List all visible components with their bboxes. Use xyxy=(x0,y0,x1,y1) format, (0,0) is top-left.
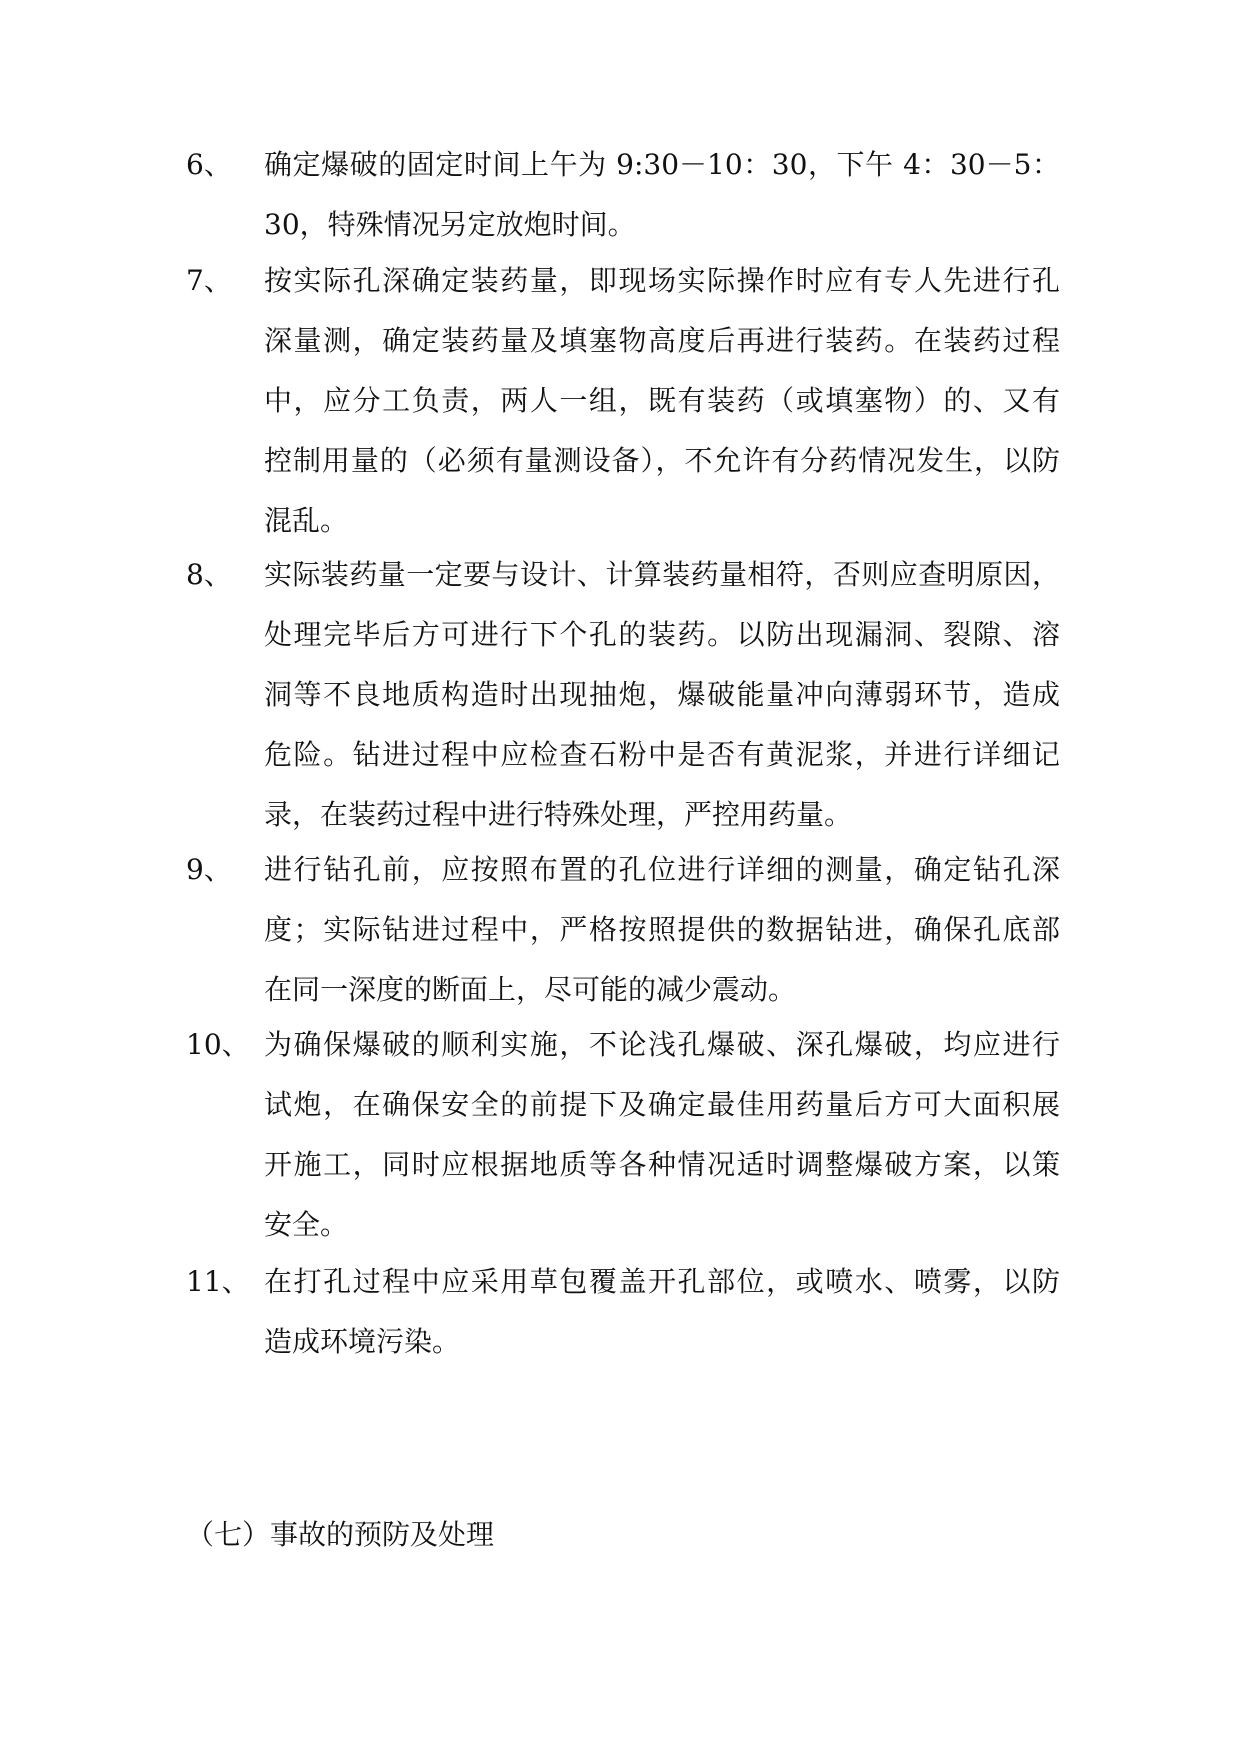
text-line: 在打孔过程中应采用草包覆盖开孔部位，或喷水、喷雾，以防 xyxy=(264,1265,1060,1298)
list-item-text xyxy=(264,1252,1060,1372)
text-line: 危险。钻进过程中应检查石粉中是否有黄泥浆，并进行详细记 xyxy=(264,738,1060,771)
text-line: 实际装药量一定要与设计、计算装药量相符，否则应查明原因， xyxy=(264,558,1060,591)
text-line: 深量测，确定装药量及填塞物高度后再进行装药。在装药过程 xyxy=(264,324,1060,357)
list-item-text xyxy=(264,840,1060,1020)
list-item-text xyxy=(264,135,1060,255)
text-line: 录，在装药过程中进行特殊处理，严控用药量。 xyxy=(264,798,853,831)
text-line: 中，应分工负责，两人一组，既有装药（或填塞物）的、又有 xyxy=(264,384,1060,417)
text-line: 在同一深度的断面上，尽可能的减少震动。 xyxy=(264,973,797,1006)
text-line: 安全。 xyxy=(264,1208,349,1241)
list-item-number: 8、 xyxy=(186,558,232,591)
list-item-number: 11、 xyxy=(186,1265,250,1298)
text-line: 控制用量的（必须有量测设备），不允许有分药情况发生，以防 xyxy=(264,444,1060,477)
text-line: 确定爆破的固定时间上午为 9:30－10：30，下午 4：30－5： xyxy=(264,148,1060,181)
text-line: 混乱。 xyxy=(264,504,349,537)
section-heading: （七）事故的预防及处理 xyxy=(186,1518,495,1551)
list-item-text xyxy=(264,1015,1060,1255)
text-line: 开施工，同时应根据地质等各种情况适时调整爆破方案，以策 xyxy=(264,1148,1060,1181)
list-item-text xyxy=(264,251,1060,551)
list-item-number: 6、 xyxy=(186,148,232,181)
list-item-number: 9、 xyxy=(186,853,232,886)
text-line: 洞等不良地质构造时出现抽炮，爆破能量冲向薄弱环节，造成 xyxy=(264,678,1060,711)
text-line: 度；实际钻进过程中，严格按照提供的数据钻进，确保孔底部 xyxy=(264,913,1060,946)
text-line: 30，特殊情况另定放炮时间。 xyxy=(264,208,636,241)
text-line: 进行钻孔前，应按照布置的孔位进行详细的测量，确定钻孔深 xyxy=(264,853,1060,886)
text-line: 为确保爆破的顺利实施，不论浅孔爆破、深孔爆破，均应进行 xyxy=(264,1028,1060,1061)
text-line: 按实际孔深确定装药量，即现场实际操作时应有专人先进行孔 xyxy=(264,264,1060,297)
text-line: 处理完毕后方可进行下个孔的装药。以防出现漏洞、裂隙、溶 xyxy=(264,618,1060,651)
list-item-text xyxy=(264,545,1060,845)
list-item-number: 10、 xyxy=(186,1028,250,1061)
text-line: 造成环境污染。 xyxy=(264,1325,461,1358)
list-item-number: 7、 xyxy=(186,264,232,297)
text-line: 试炮，在确保安全的前提下及确定最佳用药量后方可大面积展 xyxy=(264,1088,1060,1121)
